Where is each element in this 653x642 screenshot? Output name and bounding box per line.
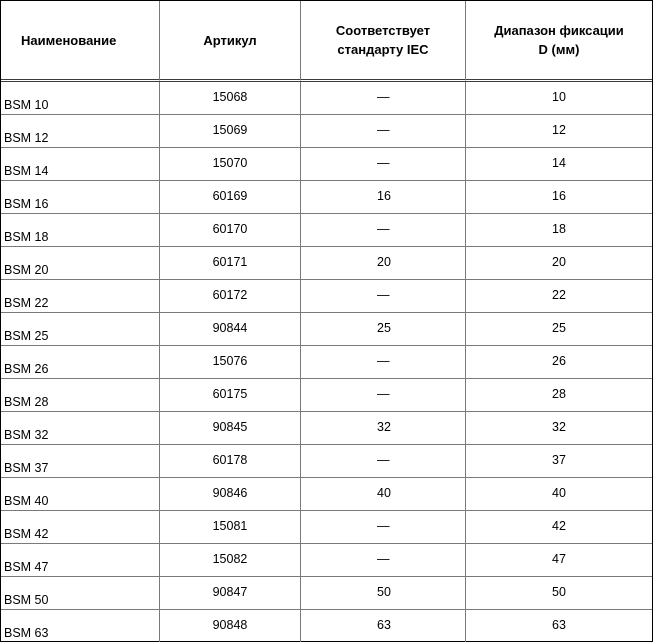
range-cell: 50 <box>466 577 652 610</box>
header-row <box>1 1 652 82</box>
name-cell: BSM 10 <box>1 82 160 115</box>
sku-cell: 60172 <box>160 280 301 313</box>
range-cell: 22 <box>466 280 652 313</box>
name-cell: BSM 37 <box>1 445 160 478</box>
range-cell: 10 <box>466 82 652 115</box>
iec-cell: — <box>301 82 466 115</box>
table-row <box>1 247 652 280</box>
iec-cell: 16 <box>301 181 466 214</box>
name-cell: BSM 26 <box>1 346 160 379</box>
header-iec-label-line2: стандарту IEC <box>337 42 429 57</box>
sku-cell: 60175 <box>160 379 301 412</box>
range-cell: 26 <box>466 346 652 379</box>
name-cell: BSM 18 <box>1 214 160 247</box>
iec-cell: — <box>301 511 466 544</box>
table-row <box>1 214 652 247</box>
sku-cell: 90846 <box>160 478 301 511</box>
name-cell: BSM 40 <box>1 478 160 511</box>
name-cell: BSM 50 <box>1 577 160 610</box>
header-name <box>1 1 160 82</box>
iec-cell: — <box>301 115 466 148</box>
name-cell: BSM 63 <box>1 610 160 642</box>
table-header <box>1 1 652 82</box>
table-row <box>1 577 652 610</box>
sku-cell: 90845 <box>160 412 301 445</box>
table-row <box>1 610 652 642</box>
sku-cell: 90844 <box>160 313 301 346</box>
sku-cell: 15076 <box>160 346 301 379</box>
iec-cell: — <box>301 379 466 412</box>
iec-cell: 40 <box>301 478 466 511</box>
range-cell: 37 <box>466 445 652 478</box>
sku-cell: 15068 <box>160 82 301 115</box>
product-table <box>1 1 652 642</box>
table-row <box>1 280 652 313</box>
name-cell: BSM 16 <box>1 181 160 214</box>
table-row <box>1 412 652 445</box>
header-name-label: Наименование <box>21 32 117 48</box>
range-cell: 63 <box>552 617 566 632</box>
table-row <box>1 115 652 148</box>
range-cell: 42 <box>466 511 652 544</box>
header-range-label-line1: Диапазон фиксации <box>494 23 624 38</box>
table-row <box>1 346 652 379</box>
sku-cell: 60171 <box>160 247 301 280</box>
iec-cell: — <box>301 544 466 577</box>
table-row <box>1 82 652 115</box>
range-cell: 28 <box>466 379 652 412</box>
iec-cell: 50 <box>301 577 466 610</box>
range-cell: 16 <box>466 181 652 214</box>
sku-cell: 15069 <box>160 115 301 148</box>
name-cell: BSM 28 <box>1 379 160 412</box>
name-cell: BSM 12 <box>1 115 160 148</box>
iec-cell: — <box>301 214 466 247</box>
range-cell: 40 <box>466 478 652 511</box>
name-cell: BSM 14 <box>1 148 160 181</box>
header-sku <box>160 1 301 82</box>
table-row <box>1 511 652 544</box>
sku-cell: 15081 <box>160 511 301 544</box>
table-row <box>1 148 652 181</box>
iec-cell: 20 <box>301 247 466 280</box>
range-cell: 32 <box>466 412 652 445</box>
sku-cell: 15082 <box>160 544 301 577</box>
sku-cell: 90847 <box>160 577 301 610</box>
header-range-label-line2: D (мм) <box>538 42 580 57</box>
name-cell: BSM 32 <box>1 412 160 445</box>
name-cell: BSM 47 <box>1 544 160 577</box>
table-body <box>1 82 652 642</box>
iec-cell: — <box>301 148 466 181</box>
name-cell: BSM 25 <box>1 313 160 346</box>
sku-cell: 15070 <box>160 148 301 181</box>
range-cell: 18 <box>466 214 652 247</box>
sku-cell: 60169 <box>160 181 301 214</box>
range-cell: 14 <box>466 148 652 181</box>
header-sku-label: Артикул <box>203 32 257 48</box>
range-cell: 20 <box>466 247 652 280</box>
table-row <box>1 379 652 412</box>
header-iec <box>301 1 466 82</box>
iec-cell: — <box>301 445 466 478</box>
name-cell: BSM 42 <box>1 511 160 544</box>
table-row <box>1 313 652 346</box>
range-cell: 47 <box>466 544 652 577</box>
header-iec-label-line1: Соответствует <box>335 23 431 38</box>
iec-cell: 32 <box>301 412 466 445</box>
header-range <box>466 1 652 82</box>
iec-cell: — <box>301 346 466 379</box>
range-cell: 12 <box>466 115 652 148</box>
name-cell: BSM 20 <box>1 247 160 280</box>
sku-cell: 90848 <box>160 610 301 642</box>
sku-cell: 60178 <box>160 445 301 478</box>
range-cell: 25 <box>466 313 652 346</box>
iec-cell: — <box>301 280 466 313</box>
iec-cell: 63 <box>301 610 466 642</box>
table-row <box>1 544 652 577</box>
table-row <box>1 478 652 511</box>
table-row <box>1 445 652 478</box>
table-row <box>1 181 652 214</box>
name-cell: BSM 22 <box>1 280 160 313</box>
iec-cell: 25 <box>301 313 466 346</box>
sku-cell: 60170 <box>160 214 301 247</box>
